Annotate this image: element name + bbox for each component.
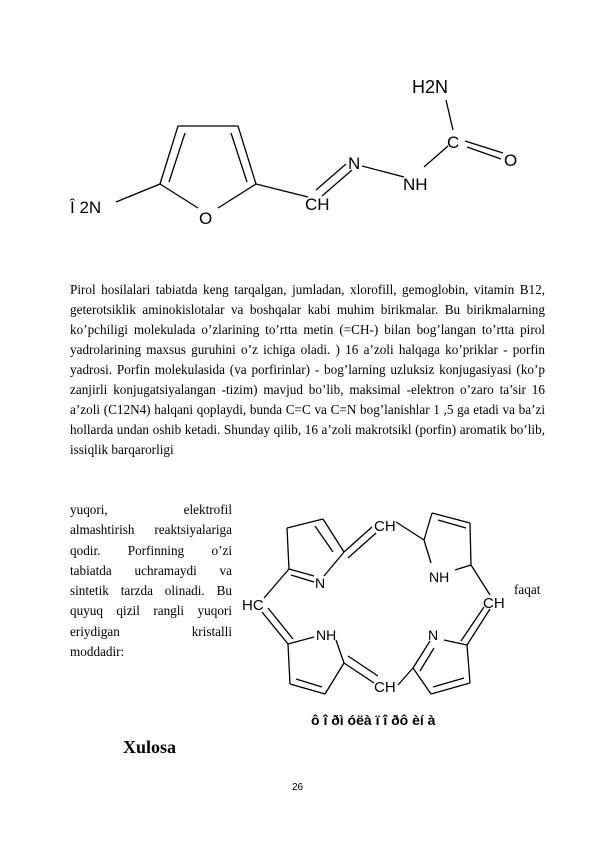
h2n-label: H2N: [412, 77, 449, 97]
nitrofuran-semicarbazone-labels: [69, 77, 517, 228]
nitrofuran-semicarbazone-bonds: [116, 100, 503, 208]
porphin-nh-bottom: NH: [316, 627, 337, 643]
porphin-ch-bottom: CH: [374, 679, 396, 696]
wrapped-line: almashtirish reaktsiyalariga: [70, 522, 232, 538]
wrapped-line: eriydigan kristalli: [70, 623, 232, 639]
nh-label: NH: [403, 175, 428, 194]
porphin-ch-top: CH: [374, 518, 396, 535]
imine-nitrogen-label: N: [348, 154, 361, 173]
o2n-label: Î 2N: [70, 198, 102, 217]
porphin-ch-right: CH: [483, 595, 505, 612]
carbonyl-oxygen-label: O: [504, 151, 518, 170]
faqat-word: faqat: [514, 582, 541, 597]
page-number: 26: [291, 782, 304, 793]
carbon-label: C: [447, 133, 460, 152]
porphin-nh-right: NH: [429, 569, 450, 585]
body-paragraph: Pirol hosilalari tabiatda keng tarqalgan, jumladan, xlorofill, gemoglobin, vitamin B12, geterotsiklik aminokislotalar va boshqalar kabi muhim birikmalar. Bu birikmalarning ko’pchiligi molekulada o’zlarining to’rtta metin (=CH-) bilan bog’langan to’rtta pirol yadrolarining maxsus guruhini o’z ichiga oladi. ) 16 a’zoli halqaga ko’priklar - porfin yadrosi. Porfin molekulasida (va porfirinlar) - bog’larning uzluksiz konjugasiyasi (ko’p zanjirli konjugatsiyalangan -tizim) mavjud bo’lib, maksimal -elektron o’zaro ta’sir 16 a’zoli (C12N4) halqani qoplaydi, bunda C=C va C=N bog’lanishlar 1 ,5 ga etadi va ba’zi hollarda undan oshib ketadi. Shunday qilib, 16 a’zoli makrotsikl (porfin) aromatik bo’lib, issiqlik barqarorligi: [70, 282, 545, 457]
porphin-hc-left: HC: [242, 597, 264, 614]
wrapped-line: yuqori, elektrofil: [70, 502, 232, 517]
ring-oxygen-label: O: [199, 209, 213, 228]
wrapped-line: sintetik tarzda olinadi. Bu: [70, 583, 232, 599]
porphin-caption: ô î ðì óëà ï î ðô èí à: [311, 712, 436, 728]
wrapped-line: moddadir:: [70, 644, 125, 660]
wrapped-text-column: [70, 500, 232, 662]
porphin-bonds: [262, 513, 490, 694]
porphin-n-bottom: N: [428, 627, 439, 643]
wrapped-line: qodir. Porfinning o’zi: [70, 542, 232, 558]
wrapped-line: quyuq qizil rangli yuqori: [70, 603, 232, 619]
section-heading: Xulosa: [123, 737, 177, 757]
porphin-labels: [242, 518, 505, 728]
porphin-n-left: N: [315, 575, 326, 591]
wrapped-line: tabiatda uchramaydi va: [70, 562, 232, 578]
ch-label: CH: [305, 195, 330, 214]
